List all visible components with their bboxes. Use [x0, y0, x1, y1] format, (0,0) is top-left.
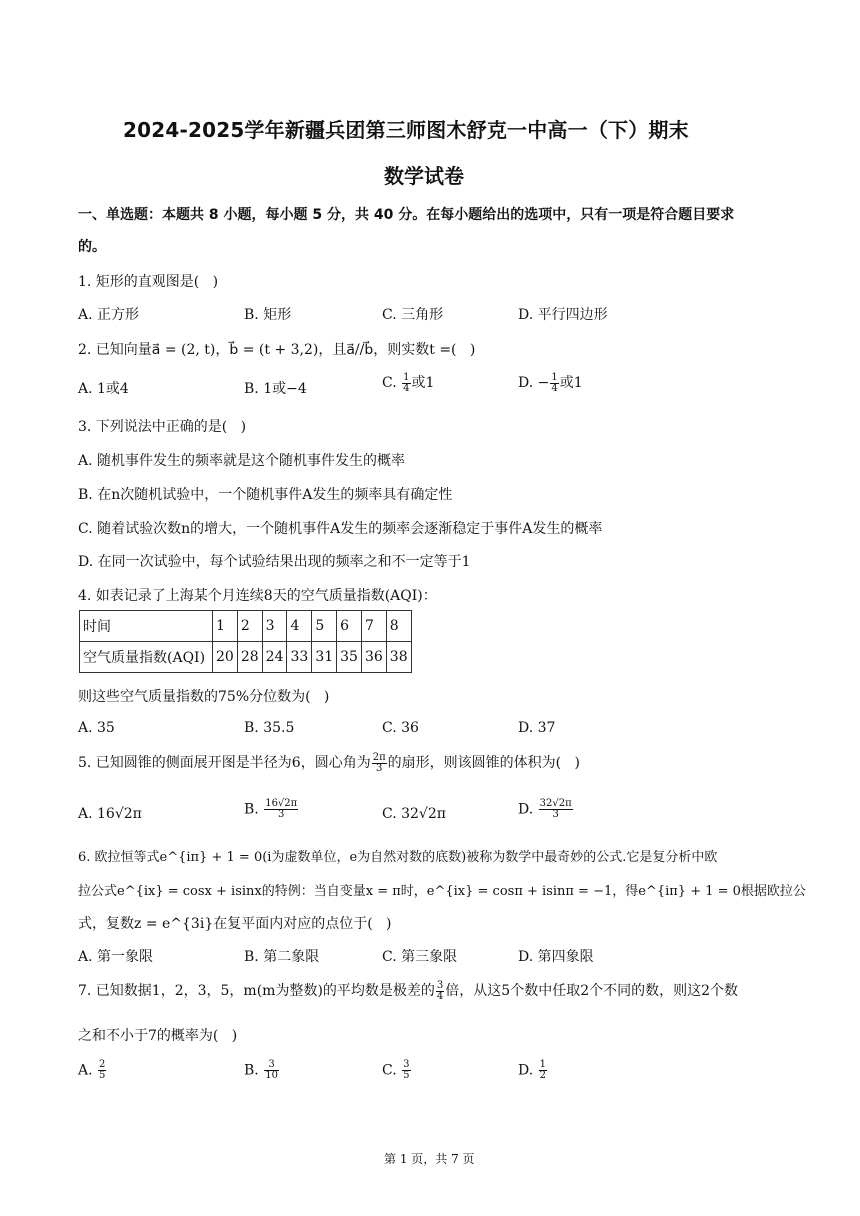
q1-option-a: A. 正方形	[78, 307, 140, 323]
q3-option-a: A. 随机事件发生的频率就是这个随机事件发生的概率	[78, 453, 406, 469]
table-cell: 24	[262, 642, 287, 673]
q5-option-a: A. 16√2π	[78, 806, 142, 822]
table-row-time	[80, 611, 412, 642]
q7-c-fraction	[402, 1060, 410, 1081]
table-row-label: 空气质量指数(AQI)	[80, 642, 213, 673]
q5-d-prefix: D.	[518, 801, 538, 818]
table-cell: 31	[312, 642, 337, 673]
q7-a-denominator: 5	[99, 1070, 106, 1081]
q4-option-c: C. 36	[382, 720, 419, 736]
aqi-table	[79, 610, 412, 673]
q7-b-numerator: 3	[264, 1060, 279, 1071]
q5-d-denominator: 3	[552, 809, 559, 820]
table-cell: 38	[386, 642, 411, 673]
page-number: 第 1 页，共 7 页	[384, 1152, 475, 1166]
q5-b-numerator: 16√2π	[265, 798, 298, 809]
table-cell: 3	[262, 611, 287, 642]
q5-stem-fraction	[372, 753, 387, 774]
q4-option-a: A. 35	[78, 720, 115, 736]
q7-suffix: 倍，从这5个数中任取2个不同的数，则这2个数	[445, 983, 739, 999]
table-row-label: 时间	[80, 611, 213, 642]
q6-option-a: A. 第一象限	[78, 949, 154, 965]
q1-option-c: C. 三角形	[382, 307, 444, 323]
q7-option-c	[382, 1060, 412, 1081]
question-1-stem: 1. 矩形的直观图是( )	[78, 274, 219, 290]
table-cell: 6	[337, 611, 362, 642]
table-cell: 8	[386, 611, 411, 642]
q2-d-suffix: 或1	[559, 375, 583, 391]
q5-option-d	[518, 799, 574, 820]
q7-b-denominator: 10	[265, 1070, 278, 1081]
q7-d-numerator: 1	[539, 1059, 547, 1070]
q2-c-fraction	[402, 373, 410, 394]
question-6-line3: 式，复数z = e^{3i}在复平面内对应的点位于( )	[78, 916, 392, 932]
question-4-stem: 4. 如表记录了上海某个月连续8天的空气质量指数(AQI)：	[78, 588, 437, 604]
q7-c-prefix: C.	[382, 1062, 402, 1079]
table-cell: 2	[237, 611, 262, 642]
q2-c-numerator: 1	[403, 371, 410, 383]
section-heading: 一、单选题：本题共 8 小题，每小题 5 分，共 40 分。在每小题给出的选项中，只有一项是符合题目要求	[78, 207, 735, 223]
q7-a-fraction	[98, 1060, 106, 1081]
question-7-line1	[78, 980, 738, 1002]
q7-d-prefix: D.	[518, 1062, 538, 1079]
q2-d-prefix: D. −	[518, 375, 550, 391]
q7-fraction	[436, 981, 444, 1002]
question-4-after: 则这些空气质量指数的75%分位数为( )	[78, 689, 330, 705]
q5-b-fraction	[264, 799, 298, 820]
section-heading-cont: 的。	[78, 239, 106, 255]
q7-c-numerator: 3	[403, 1059, 410, 1070]
q4-option-b: B. 35.5	[244, 720, 295, 736]
q7-b-prefix: B.	[244, 1062, 264, 1079]
q7-a-numerator: 2	[99, 1059, 106, 1070]
table-cell: 20	[213, 642, 238, 673]
table-cell: 7	[361, 611, 386, 642]
q7-b-fraction	[264, 1060, 279, 1081]
q5-stem-suffix: 的扇形，则该圆锥的体积为( )	[387, 755, 580, 771]
q2-c-prefix: C.	[382, 375, 402, 391]
question-3-stem: 3. 下列说法中正确的是( )	[78, 419, 247, 435]
page-title: 2024-2025学年新疆兵团第三师图木舒克一中高一（下）期末	[123, 118, 689, 142]
q3-option-d: D. 在同一次试验中，每个试验结果出现的频率之和不一定等于1	[78, 554, 471, 570]
q5-stem-numerator: 2π	[372, 751, 386, 763]
q7-option-d	[518, 1060, 548, 1081]
question-6-line2: 拉公式e^{ix} = cosx + isinx的特例：当自变量x = π时，e^{ix} = cosπ + isinπ = −1，得e^{iπ} + 1 = 0根据欧拉公	[78, 884, 806, 899]
q5-d-fraction	[539, 799, 573, 820]
q2-option-c	[382, 372, 434, 394]
table-cell: 36	[361, 642, 386, 673]
q6-option-d: D. 第四象限	[518, 949, 594, 965]
q2-c-suffix: 或1	[411, 375, 435, 391]
q5-b-prefix: B.	[244, 801, 264, 818]
q5-d-numerator: 32√2π	[539, 798, 572, 809]
q7-option-a	[78, 1060, 107, 1081]
q7-d-fraction	[539, 1060, 547, 1081]
page-subtitle: 数学试卷	[384, 164, 464, 188]
question-6-line1: 6. 欧拉恒等式e^{iπ} + 1 = 0(i为虚数单位，e为自然对数的底数)被称为数学中最奇妙的公式.它是复分析中欧	[78, 850, 718, 865]
q5-stem-denominator: 3	[376, 762, 383, 774]
table-cell: 28	[237, 642, 262, 673]
q3-option-b: B. 在n次随机试验中，一个随机事件A发生的频率具有确定性	[78, 487, 453, 503]
q2-option-a: A. 1或4	[78, 381, 129, 397]
q2-d-numerator: 1	[551, 371, 558, 383]
table-cell: 33	[287, 642, 312, 673]
q2-d-denominator: 4	[551, 382, 558, 394]
q1-option-d: D. 平行四边形	[518, 307, 608, 323]
q7-c-denominator: 5	[403, 1070, 410, 1081]
q7-option-b	[244, 1060, 280, 1081]
q2-d-fraction	[550, 373, 558, 394]
question-2-stem: 2. 已知向量a⃗ = (2, t)，b⃗ = (t + 3,2)，且a⃗//b⃗，则实数t =( )	[78, 342, 476, 358]
table-row-aqi	[80, 642, 412, 673]
question-5-stem	[78, 752, 580, 774]
table-cell: 5	[312, 611, 337, 642]
q7-denominator: 4	[436, 990, 444, 1002]
q4-option-d: D. 37	[518, 720, 556, 736]
question-7-line2: 之和不小于7的概率为( )	[78, 1028, 238, 1044]
q6-option-b: B. 第二象限	[244, 949, 320, 965]
q7-a-prefix: A.	[78, 1062, 98, 1079]
q2-option-b: B. 1或−4	[244, 381, 307, 397]
q2-c-denominator: 4	[403, 382, 410, 394]
table-cell: 4	[287, 611, 312, 642]
q3-option-c: C. 随着试验次数n的增大，一个随机事件A发生的频率会逐渐稳定于事件A发生的概率	[78, 521, 603, 537]
q7-numerator: 3	[436, 979, 444, 991]
q5-stem-prefix: 5. 已知圆锥的侧面展开图是半径为6，圆心角为	[78, 755, 371, 771]
q2-option-d	[518, 372, 583, 394]
table-cell: 35	[337, 642, 362, 673]
q5-option-c: C. 32√2π	[382, 806, 446, 822]
q6-option-c: C. 第三象限	[382, 949, 458, 965]
q7-d-denominator: 2	[539, 1070, 547, 1081]
q1-option-b: B. 矩形	[244, 307, 292, 323]
q7-prefix: 7. 已知数据1，2，3，5，m(m为整数)的平均数是极差的	[78, 983, 435, 999]
q5-option-b	[244, 799, 299, 820]
q5-b-denominator: 3	[278, 809, 285, 820]
table-cell: 1	[213, 611, 238, 642]
